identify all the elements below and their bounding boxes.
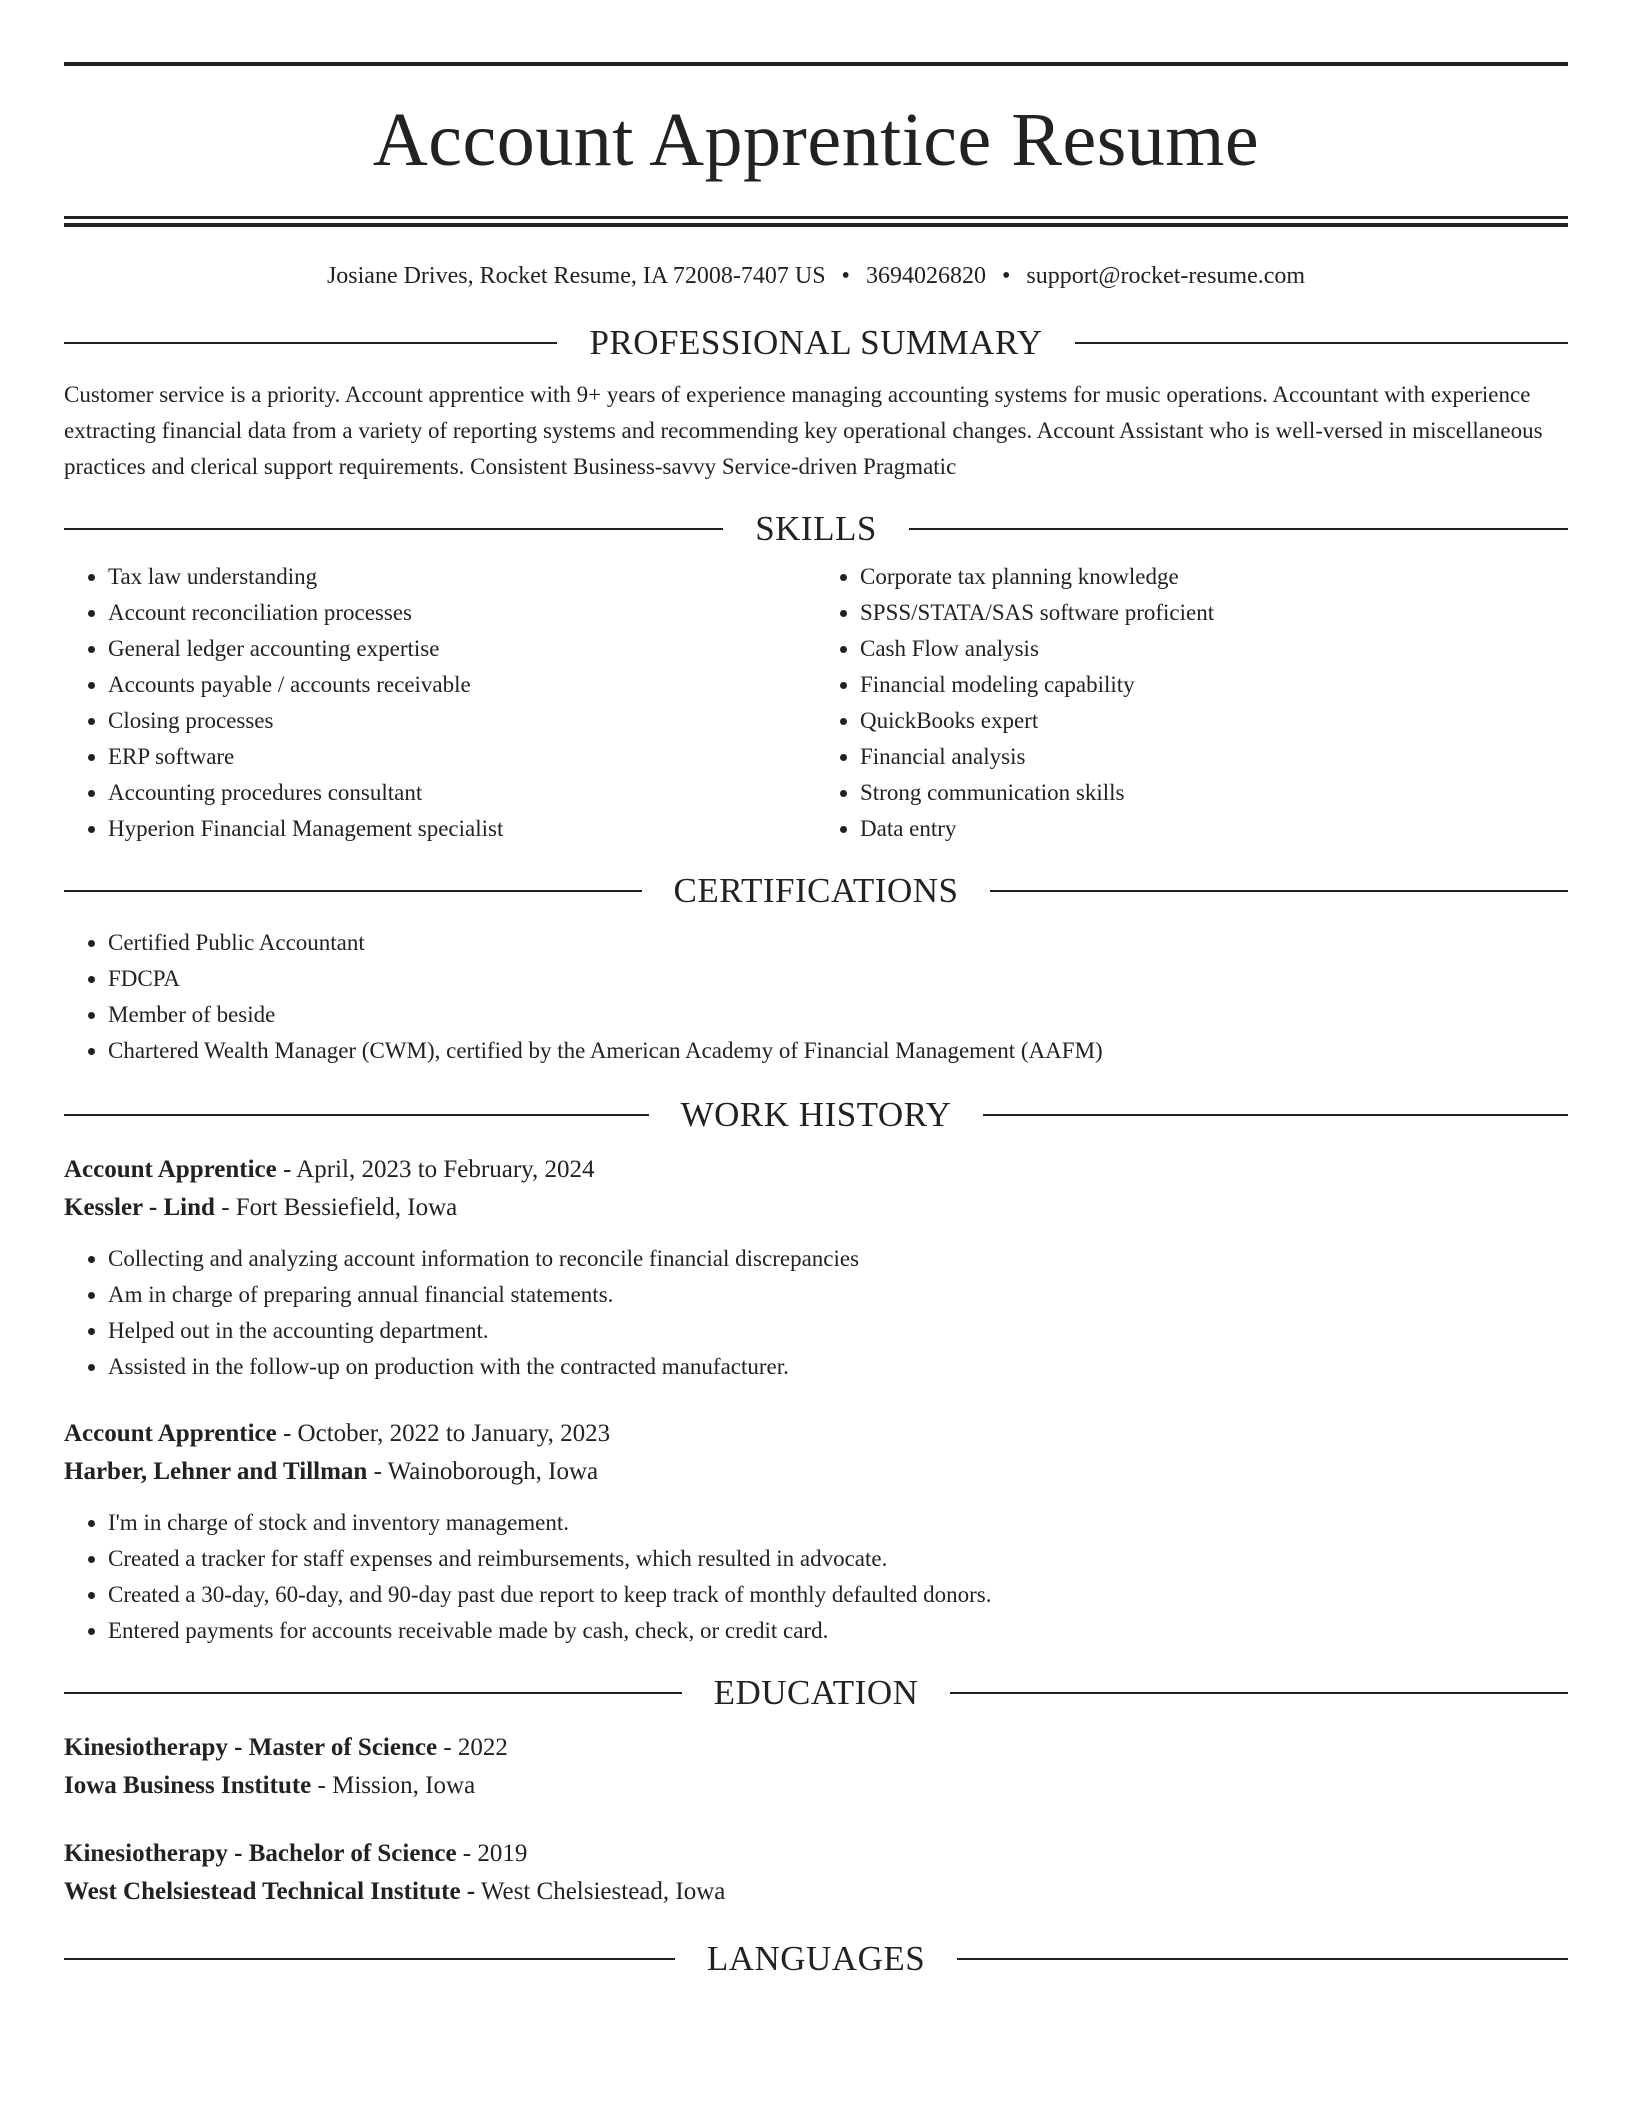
edu-degree-line bbox=[64, 1729, 1568, 1767]
edu-year: - 2022 bbox=[437, 1734, 508, 1761]
certification-item: • Certified Public Accountant bbox=[108, 925, 1568, 961]
certification-item: • Chartered Wealth Manager (CWM), certified by the American Academy of Financial Management (AAFM) bbox=[108, 1033, 1568, 1069]
skill-item: • Hyperion Financial Management specialist bbox=[108, 811, 816, 847]
job-bullet: • Helped out in the accounting department. bbox=[108, 1313, 1568, 1349]
page-title: Account Apprentice Resume bbox=[372, 98, 1260, 182]
education-entry bbox=[64, 1835, 1568, 1911]
section-title: WORK HISTORY bbox=[680, 1095, 952, 1134]
job-bullet: • Assisted in the follow-up on production with the contracted manufacturer. bbox=[108, 1349, 1568, 1385]
edu-school-line bbox=[64, 1873, 1568, 1911]
heading-rule bbox=[909, 528, 1568, 530]
contact-separator: • bbox=[841, 263, 850, 289]
skill-item: • QuickBooks expert bbox=[860, 703, 1568, 739]
job-title: Account Apprentice bbox=[64, 1420, 277, 1447]
certifications-list bbox=[64, 925, 1568, 1069]
skill-item: • Financial modeling capability bbox=[860, 667, 1568, 703]
heading-rule bbox=[64, 528, 723, 530]
contact-separator: • bbox=[1001, 263, 1011, 289]
certification-item: • Member of beside bbox=[108, 997, 1568, 1033]
skill-item: • Corporate tax planning knowledge bbox=[860, 559, 1568, 595]
job-location: - Wainoborough, Iowa bbox=[367, 1458, 599, 1485]
contact-address: Josiane Drives, Rocket Resume, IA 72008-7407 US bbox=[326, 263, 826, 289]
heading-rule bbox=[950, 1692, 1568, 1694]
heading-rule bbox=[957, 1958, 1568, 1960]
heading-rule bbox=[64, 1692, 682, 1694]
skill-item: • Strong communication skills bbox=[860, 775, 1568, 811]
skill-item: • Accounts payable / accounts receivable bbox=[108, 667, 816, 703]
section-heading-summary bbox=[64, 321, 1568, 365]
job-bullet: • Collecting and analyzing account information to reconcile financial discrepancies bbox=[108, 1241, 1568, 1277]
skill-item: • Closing processes bbox=[108, 703, 816, 739]
work-entry bbox=[64, 1415, 1568, 1649]
skill-item: • Financial analysis bbox=[860, 739, 1568, 775]
job-bullets bbox=[64, 1241, 1568, 1385]
edu-degree-line bbox=[64, 1835, 1568, 1873]
skill-item: • General ledger accounting expertise bbox=[108, 631, 816, 667]
skill-item: • Tax law understanding bbox=[108, 559, 816, 595]
heading-rule bbox=[64, 1958, 675, 1960]
summary-text: Customer service is a priority. Account apprentice with 9+ years of experience managing accounting systems for music operations. Accountant with experience extracting financial data from a variety of reporting systems and recommending key operational changes. Account Assistant who is well-versed in miscellaneous practices and clerical support requirements. Consistent Business-savvy Service-driven Pragmatic bbox=[64, 382, 1543, 479]
heading-rule bbox=[64, 890, 642, 892]
section-heading-languages bbox=[64, 1937, 1568, 1981]
job-bullet: • Entered payments for accounts receivable made by cash, check, or credit card. bbox=[108, 1613, 1568, 1649]
edu-degree: Kinesiotherapy - Bachelor of Science bbox=[64, 1840, 457, 1867]
heading-rule bbox=[64, 342, 557, 344]
skill-item: • Data entry bbox=[860, 811, 1568, 847]
job-bullet: • I'm in charge of stock and inventory management. bbox=[108, 1505, 1568, 1541]
top-rule bbox=[64, 62, 1568, 66]
job-dates: - October, 2022 to January, 2023 bbox=[276, 1420, 611, 1447]
job-title: Account Apprentice bbox=[64, 1156, 277, 1183]
edu-year: - 2019 bbox=[456, 1840, 528, 1867]
job-bullet: • Created a 30-day, 60-day, and 90-day past due report to keep track of monthly defaulted donors. bbox=[108, 1577, 1568, 1613]
edu-school: West Chelsiestead Technical Institute - bbox=[64, 1878, 476, 1905]
job-title-line bbox=[64, 1151, 1568, 1189]
contact-phone: 3694026820 bbox=[865, 263, 986, 289]
section-title: EDUCATION bbox=[713, 1673, 919, 1712]
contact-email: support@rocket-resume.com bbox=[1026, 263, 1306, 289]
education-entry bbox=[64, 1729, 1568, 1805]
job-company: Kessler - Lind bbox=[64, 1194, 215, 1221]
skills-grid bbox=[64, 559, 1568, 847]
section-heading-skills bbox=[64, 507, 1568, 551]
section-title: LANGUAGES bbox=[706, 1939, 926, 1978]
section-title: CERTIFICATIONS bbox=[673, 871, 959, 910]
job-company: Harber, Lehner and Tillman bbox=[64, 1458, 368, 1485]
edu-school: Iowa Business Institute bbox=[64, 1772, 312, 1799]
job-company-line bbox=[64, 1453, 1568, 1491]
work-entry bbox=[64, 1151, 1568, 1385]
edu-degree: Kinesiotherapy - Master of Science bbox=[64, 1734, 438, 1761]
skill-item: • SPSS/STATA/SAS software proficient bbox=[860, 595, 1568, 631]
heading-rule bbox=[990, 890, 1568, 892]
job-bullet: • Am in charge of preparing annual financial statements. bbox=[108, 1277, 1568, 1313]
contact-line bbox=[64, 261, 1568, 291]
section-title: SKILLS bbox=[755, 509, 877, 548]
skill-item: • Cash Flow analysis bbox=[860, 631, 1568, 667]
title-double-rule bbox=[64, 216, 1568, 227]
job-company-line bbox=[64, 1189, 1568, 1227]
job-title-line bbox=[64, 1415, 1568, 1453]
section-title: PROFESSIONAL SUMMARY bbox=[589, 323, 1043, 362]
section-heading-education bbox=[64, 1671, 1568, 1715]
skill-item: • Accounting procedures consultant bbox=[108, 775, 816, 811]
skills-list-left bbox=[64, 559, 816, 847]
job-dates: - April, 2023 to February, 2024 bbox=[276, 1156, 595, 1183]
heading-rule bbox=[983, 1114, 1568, 1116]
heading-rule bbox=[1075, 342, 1568, 344]
heading-rule bbox=[64, 1114, 649, 1116]
certification-item: • FDCPA bbox=[108, 961, 1568, 997]
section-heading-certifications bbox=[64, 869, 1568, 913]
edu-location: West Chelsiestead, Iowa bbox=[475, 1878, 726, 1905]
skill-item: • ERP software bbox=[108, 739, 816, 775]
section-heading-work bbox=[64, 1093, 1568, 1137]
edu-school-line bbox=[64, 1767, 1568, 1805]
skill-item: • Account reconciliation processes bbox=[108, 595, 816, 631]
edu-location: - Mission, Iowa bbox=[311, 1772, 476, 1799]
job-location: - Fort Bessiefield, Iowa bbox=[214, 1194, 458, 1221]
skills-list-right bbox=[816, 559, 1568, 847]
job-bullet: • Created a tracker for staff expenses and reimbursements, which resulted in advocate. bbox=[108, 1541, 1568, 1577]
job-bullets bbox=[64, 1505, 1568, 1649]
